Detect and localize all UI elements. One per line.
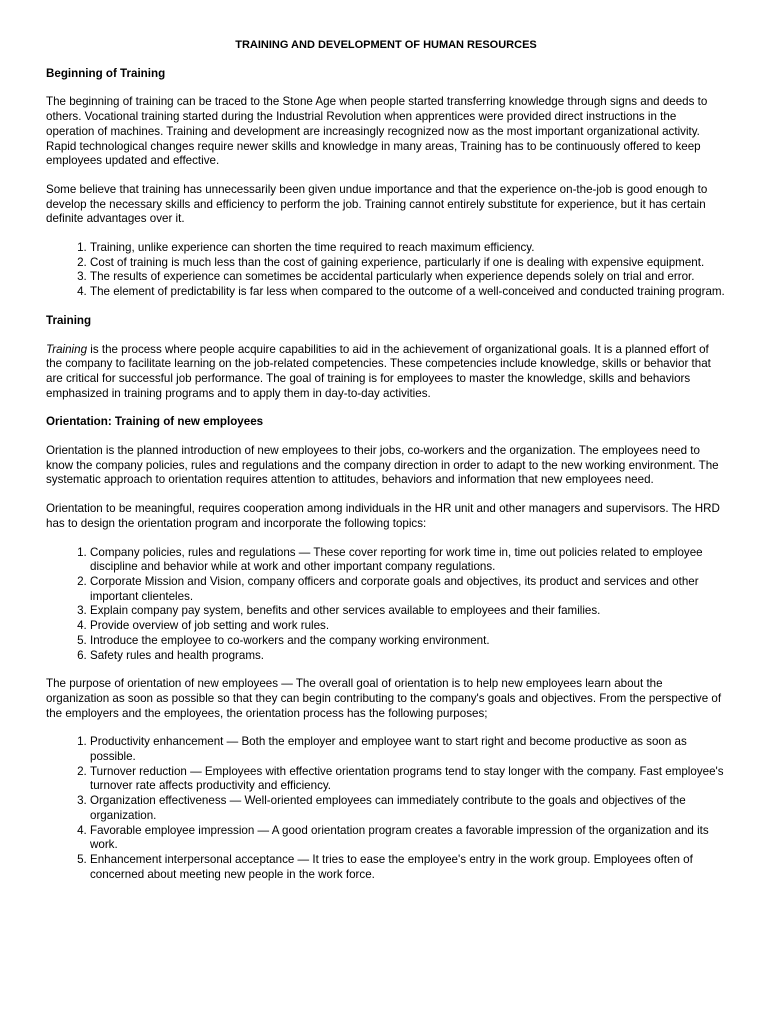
orientation-topics-list xyxy=(46,546,726,664)
paragraph: Orientation to be meaningful, requires cooperation among individuals in the HR unit and other managers and supervisors. The HRD has to design the orientation program and incorporate the following topics: xyxy=(46,502,720,530)
training-term: Training xyxy=(46,342,88,356)
list-item: 1. Company policies, rules and regulations — These cover reporting for work time in, time out policies related to employee discipline and behavior while at work and other important company regulations. xyxy=(90,546,726,575)
list-item: 5. Introduce the employee to co-workers and the company working environment. xyxy=(90,634,726,649)
paragraph: Orientation is the planned introduction of new employees to their jobs, co-workers and the organization. The employees need to know the company policies, rules and regulations and the company direction in order to adapt to the new working environment. The systematic approach to orientation requires attention to attitudes, behaviors and information that new employees need. xyxy=(46,444,719,487)
paragraph: The purpose of orientation of new employees — The overall goal of orientation is to help new employees learn about the organization as soon as possible so that they can begin contributing to the company's goals and objectives. From the perspective of the employers and the employees, the orientation process has the following purposes; xyxy=(46,677,722,720)
list-item: 2. Cost of training is much less than the cost of gaining experience, particularly if one is dealing with expensive equipment. xyxy=(90,256,726,271)
list-item: 6. Safety rules and health programs. xyxy=(90,649,726,664)
orientation-purposes-list xyxy=(46,735,726,882)
document-page xyxy=(46,38,726,896)
section-heading-training: Training xyxy=(46,313,92,327)
document-title: TRAINING AND DEVELOPMENT OF HUMAN RESOURCES xyxy=(235,39,537,51)
list-item: 4. Favorable employee impression — A good orientation program creates a favorable impression of the organization and its work. xyxy=(90,824,726,853)
list-item: 3. Explain company pay system, benefits and other services available to employees and their families. xyxy=(90,604,726,619)
list-item: 2. Corporate Mission and Vision, company officers and corporate goals and objectives, its product and services and other important clienteles. xyxy=(90,575,726,604)
training-definition: is the process where people acquire capabilities to aid in the achievement of organizational goals. It is a planned effort of the company to facilitate learning on the job-related competencies. These competencies include knowledge, skills or behavior that are critical for successful job performance. The goal of training is for employees to master the knowledge, skills and behaviors emphasized in training programs and to apply them in day-to-day activities. xyxy=(46,342,711,400)
paragraph xyxy=(46,343,726,402)
advantages-list xyxy=(46,241,726,300)
list-item: 4. The element of predictability is far less when compared to the outcome of a well-conceived and conducted training program. xyxy=(90,285,726,300)
paragraph: Some believe that training has unnecessarily been given undue importance and that the experience on-the-job is good enough to develop the necessary skills and efficiency to perform the job. Training cannot entirely substitute for experience, but it has certain definite advantages over it. xyxy=(46,182,708,226)
list-item: 1. Training, unlike experience can shorten the time required to reach maximum efficiency. xyxy=(90,241,726,256)
section-heading-beginning: Beginning of Training xyxy=(46,66,166,80)
list-item: 5. Enhancement interpersonal acceptance — It tries to ease the employee's entry in the work group. Employees often of concerned about meeting new people in the work force. xyxy=(90,853,726,882)
paragraph: The beginning of training can be traced to the Stone Age when people started transferring knowledge through signs and deeds to others. Vocational training started during the Industrial Revolution when apprentices were provided direct instructions in the operation of machines. Training and development are increasingly recognized now as the most important organizational activity. Rapid technological changes require newer skills and knowledge in many areas, Training has to be continuously offered to keep employees updated and effective. xyxy=(46,95,708,168)
list-item: 1. Productivity enhancement — Both the employer and employee want to start right and become productive as soon as possible. xyxy=(90,735,726,764)
section-heading-orientation: Orientation: Training of new employees xyxy=(46,415,264,429)
list-item: 4. Provide overview of job setting and work rules. xyxy=(90,619,726,634)
list-item: 3. The results of experience can sometimes be accidental particularly when experience depends solely on trial and error. xyxy=(90,270,726,285)
list-item: 2. Turnover reduction — Employees with effective orientation programs tend to stay longer with the company. Fast employee's turnover rate affects productivity and efficiency. xyxy=(90,765,726,794)
list-item: 3. Organization effectiveness — Well-oriented employees can immediately contribute to the goals and objectives of the organization. xyxy=(90,794,726,823)
